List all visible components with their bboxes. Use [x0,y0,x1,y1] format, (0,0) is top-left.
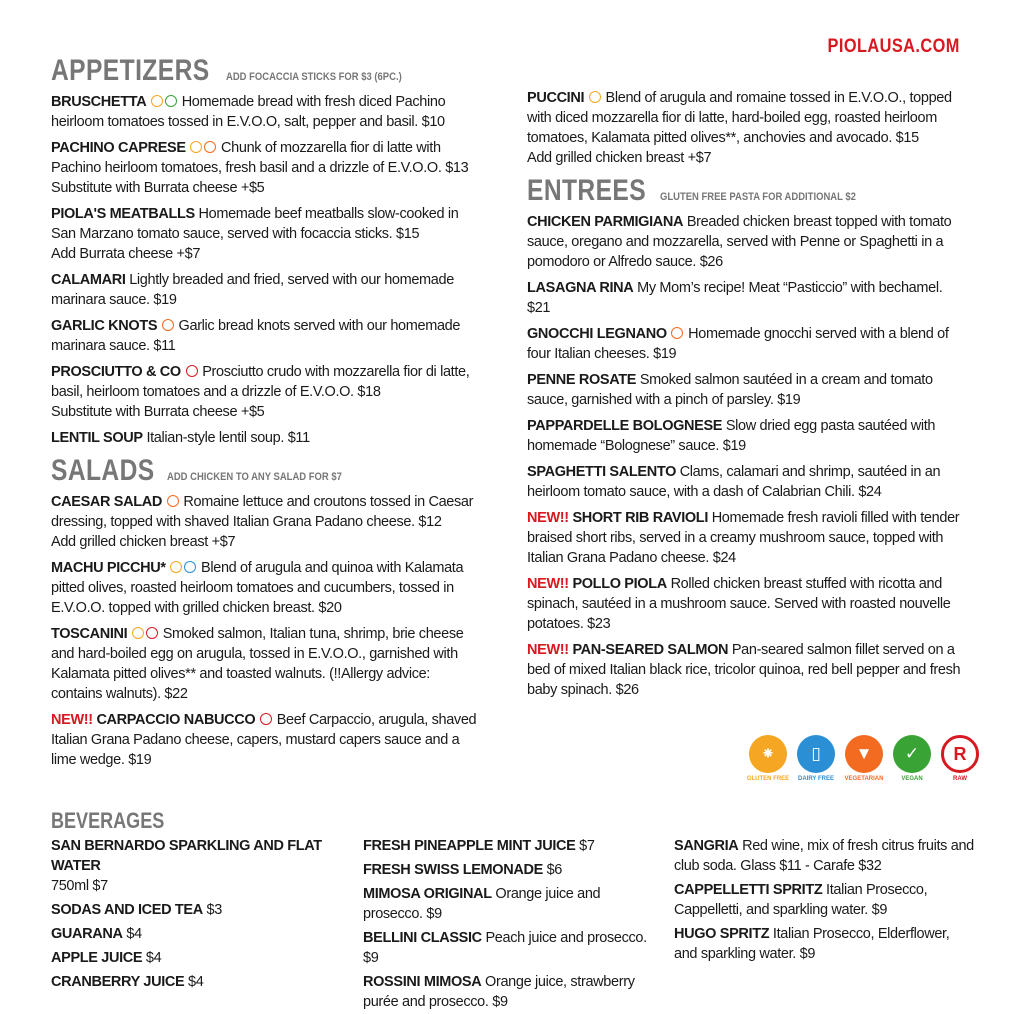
item-desc: Breaded chicken breast topped with tomato sauce, oregano and mozzarella, served with Penne or Spaghetti in a pomodoro or Alfredo sauce. $26 [527,214,952,270]
beverage-desc: $7 [575,838,595,854]
entrees-header [527,174,967,208]
item-name: SHORT RIB RAVIOLI [572,510,708,526]
item-desc: Blend of arugula and romaine tossed in E.V.O.O., topped with diced mozzarella fior di latte, hard-boiled egg, roasted heirloom tomatoes, Kalamata pitted olives**, anchovies and avocado. $15 [527,90,952,146]
appetizers-title: APPETIZERS [51,54,210,87]
beverage-desc: Orange juice and prosecco. $9 [363,886,601,922]
beverage-name: CRANBERRY JUICE [51,974,185,990]
menu-item [527,370,967,410]
item-name: PENNE ROSATE [527,372,637,388]
gluten-free-icon [589,91,601,103]
new-badge: NEW!! [527,510,569,526]
beverage-name: MIMOSA ORIGINAL [363,886,492,902]
item-name: CARPACCIO NABUCCO [96,712,256,728]
appetizers-note: ADD FOCACCIA STICKS FOR $3 (6PC.) [226,71,403,83]
beverage-desc: Peach juice and prosecco. $9 [363,930,647,966]
beverage-name: APPLE JUICE [51,950,143,966]
menu-item [51,624,481,704]
item-desc: My Mom’s recipe! Meat “Pasticcio” with bechamel. $21 [527,280,943,316]
beverage-name: CAPPELLETTI SPRITZ [674,882,823,898]
beverage-name: FRESH SWISS LEMONADE [363,862,543,878]
item-name: PACHINO CAPRESE [51,140,186,156]
legend-vegan [890,735,934,782]
menu-item [527,278,967,318]
raw-icon [186,365,198,377]
legend-label: GLUTEN FREE [746,776,790,782]
beverage-desc: Italian Prosecco, Cappelletti, and sparkling water. $9 [674,882,928,918]
item-name: PAN-SEARED SALMON [572,642,729,658]
item-name: POLLO PIOLA [572,576,667,592]
item-desc: Homemade fresh ravioli filled with tender braised short ribs, served in a creamy mushroom sauce, topped with Italian Grana Padano cheese. $24 [527,510,960,566]
new-badge: NEW!! [527,642,569,658]
legend-label: DAIRY FREE [797,776,834,782]
appetizers-header [51,54,481,88]
beverage-name: HUGO SPRITZ [674,926,770,942]
menu-item [51,362,481,422]
item-desc: Homemade gnocchi served with a blend of four Italian cheeses. $19 [527,326,949,362]
beverage-name: SAN BERNARDO SPARKLING AND FLAT WATER [51,838,322,874]
bottle-icon: ▯ [797,735,835,773]
item-name: MACHU PICCHU* [51,560,166,576]
menu-item [51,204,481,264]
beverage-item [51,900,351,920]
entrees-note: GLUTEN FREE PASTA FOR ADDITIONAL $2 [660,191,857,203]
beverage-item [363,928,663,968]
item-desc: Rolled chicken breast stuffed with ricotta and spinach, sautéed in a mushroom sauce. Served with roasted nouvelle potatoes. $23 [527,576,951,632]
item-name: GNOCCHI LEGNANO [527,326,667,342]
beverage-desc: Orange juice, strawberry purée and prosecco. $9 [363,974,635,1010]
item-name: CHICKEN PARMIGIANA [527,214,684,230]
beverage-item [363,860,663,880]
menu-item [527,88,967,168]
new-badge: NEW!! [51,712,93,728]
menu-item [527,324,967,364]
item-desc: Lightly breaded and fried, served with our homemade marinara sauce. $19 [51,272,454,308]
dairy-free-icon [184,561,196,573]
beverage-item [363,884,663,924]
beverage-desc: Italian Prosecco, Elderflower, and sparkling water. $9 [674,926,950,962]
beverages-column-1 [51,836,351,996]
beverages-column-2 [363,836,663,1014]
menu-item [51,710,481,770]
menu-item [51,428,481,448]
item-desc: Pan-seared salmon fillet served on a bed of mixed Italian black rice, tricolor quinoa, red bell pepper and fresh baby spinach. $26 [527,642,961,698]
beverage-name: ROSSINI MIMOSA [363,974,482,990]
beverage-name: SODAS AND ICED TEA [51,902,203,918]
item-desc: Beef Carpaccio, arugula, shaved Italian Grana Padano cheese, capers, mustard capers sauce and a lime wedge. $19 [51,712,477,768]
item-name: CAESAR SALAD [51,494,163,510]
salads-title: SALADS [51,454,155,487]
menu-item [51,316,481,356]
vegetarian-icon [167,495,179,507]
item-name: PAPPARDELLE BOLOGNESE [527,418,723,434]
website-link[interactable]: PIOLAUSA.COM [827,36,960,57]
beverages-title: BEVERAGES [51,808,165,833]
item-name: LASAGNA RINA [527,280,634,296]
wheat-icon: ⁕ [749,735,787,773]
leaf-icon: ✓ [893,735,931,773]
vegetarian-icon [204,141,216,153]
item-desc: Italian-style lentil soup. $11 [146,430,310,446]
beverage-item [363,972,663,1012]
entrees-title: ENTREES [527,174,647,207]
vegetarian-icon [162,319,174,331]
menu-item [51,138,481,198]
beverage-name: GUARANA [51,926,123,942]
menu-item [51,270,481,310]
legend-raw [938,735,982,782]
legend-label: VEGETARIAN [844,776,884,782]
raw-icon: R [941,735,979,773]
item-extra: Add grilled chicken breast +$7 [51,534,236,550]
item-extra: Add grilled chicken breast +$7 [527,150,712,166]
left-column [51,54,481,776]
menu-item [527,574,967,634]
beverages-column-3 [674,836,974,968]
item-desc: Smoked salmon, Italian tuna, shrimp, brie cheese and hard-boiled egg on arugula, tossed in E.V.O.O., garnished with Kalamata pitted olives** and toasted walnuts. (!!Allergy advice: contains walnuts). $22 [51,626,464,702]
item-name: CALAMARI [51,272,126,288]
right-column [527,88,967,706]
legend-gluten-free [746,735,790,782]
item-name: SPAGHETTI SALENTO [527,464,676,480]
item-extra: Add Burrata cheese +$7 [51,246,201,262]
diet-legend [746,735,982,782]
raw-icon [146,627,158,639]
menu-item [51,92,481,132]
item-name: PROSCIUTTO & CO [51,364,181,380]
beverage-desc: $3 [202,902,222,918]
item-desc: Clams, calamari and shrimp, sautéed in an heirloom tomato sauce, with a dash of Calabrian Chili. $24 [527,464,941,500]
salads-header [51,454,481,488]
item-desc: Romaine lettuce and croutons tossed in Caesar dressing, topped with shaved Italian Grana Padano cheese. $12 [51,494,474,530]
menu-item [527,416,967,456]
item-desc: Chunk of mozzarella fior di latte with Pachino heirloom tomatoes, fresh basil and a drizzle of E.V.O.O. $13 [51,140,469,176]
item-desc: Homemade beef meatballs slow-cooked in San Marzano tomato sauce, served with focaccia sticks. $15 [51,206,459,242]
gluten-free-icon [151,95,163,107]
gluten-free-icon [132,627,144,639]
gluten-free-icon [190,141,202,153]
beverage-item [51,972,351,992]
carrot-icon: ▼ [845,735,883,773]
item-name: GARLIC KNOTS [51,318,158,334]
item-name: PIOLA'S MEATBALLS [51,206,195,222]
item-extra: Substitute with Burrata cheese +$5 [51,404,265,420]
salads-note: ADD CHICKEN TO ANY SALAD FOR $7 [167,471,343,483]
beverage-name: SANGRIA [674,838,739,854]
beverage-desc: Red wine, mix of fresh citrus fruits and club soda. Glass $11 - Carafe $32 [674,838,974,874]
legend-vegetarian [842,735,886,782]
raw-icon [260,713,272,725]
menu-item [51,492,481,552]
beverage-item [51,948,351,968]
legend-label: VEGAN [901,776,923,782]
beverage-item [674,924,974,964]
item-name: LENTIL SOUP [51,430,143,446]
beverage-name: FRESH PINEAPPLE MINT JUICE [363,838,576,854]
menu-item [527,212,967,272]
beverage-desc: $4 [142,950,162,966]
menu-item [527,508,967,568]
item-extra: Substitute with Burrata cheese +$5 [51,180,265,196]
beverage-desc: $4 [184,974,204,990]
item-name: TOSCANINI [51,626,128,642]
beverage-desc: $4 [122,926,142,942]
new-badge: NEW!! [527,576,569,592]
beverage-name: BELLINI CLASSIC [363,930,482,946]
legend-dairy-free [794,735,838,782]
menu-item [527,462,967,502]
item-name: BRUSCHETTA [51,94,147,110]
item-name: PUCCINI [527,90,585,106]
beverage-item [674,880,974,920]
legend-label: RAW [953,776,967,782]
item-desc: Smoked salmon sautéed in a cream and tomato sauce, garnished with a pinch of parsley. $19 [527,372,933,408]
gluten-free-icon [170,561,182,573]
beverage-item [363,836,663,856]
vegan-icon [165,95,177,107]
beverage-item [51,836,351,896]
item-desc: Slow dried egg pasta sautéed with homemade “Bolognese” sauce. $19 [527,418,936,454]
item-desc: Blend of arugula and quinoa with Kalamata pitted olives, roasted heirloom tomatoes and cucumbers, tossed in E.V.O.O. topped with grilled chicken breast. $20 [51,560,464,616]
vegetarian-icon [671,327,683,339]
item-desc: Homemade bread with fresh diced Pachino heirloom tomatoes tossed in E.V.O.O, salt, pepper and basil. $10 [51,94,446,130]
menu-item [527,640,967,700]
beverage-desc: $6 [542,862,563,878]
beverage-desc: 750ml $7 [51,878,108,894]
beverage-item [51,924,351,944]
item-desc: Prosciutto crudo with mozzarella fior di latte, basil, heirloom tomatoes and a drizzle of E.V.O.O. $18 [51,364,470,400]
beverage-item [674,836,974,876]
menu-item [51,558,481,618]
item-desc: Garlic bread knots served with our homemade marinara sauce. $11 [51,318,461,354]
